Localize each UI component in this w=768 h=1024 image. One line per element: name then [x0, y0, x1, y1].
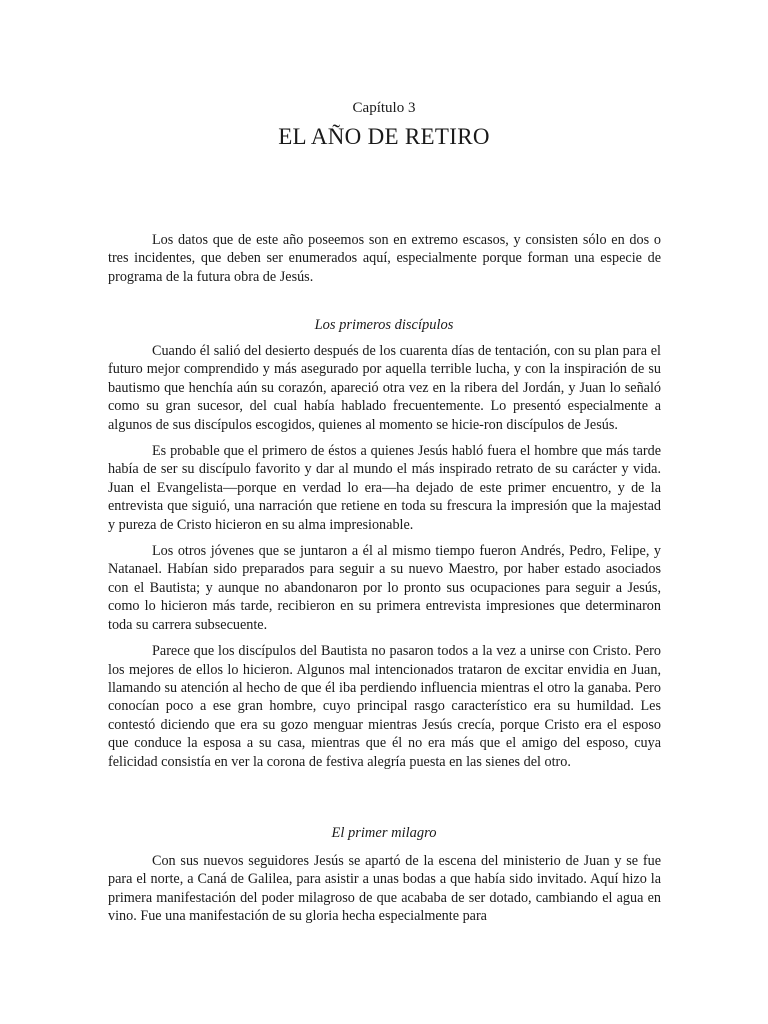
- paragraph: Los otros jóvenes que se juntaron a él al mismo tiempo fueron Andrés, Pedro, Felipe, y Natanael. Habían sido preparados para seguir a su nuevo Maestro, por haber estado asociados con el Bautista; y aunque no abandonaron por lo pronto sus ocupaciones para seguir a Jesús, como lo hicieron más tarde, recibieron en su primera entrevista impresiones que determinaron toda su carrera subsecuente.: [108, 543, 661, 633]
- paragraph: Los datos que de este año poseemos son en extremo escasos, y consisten sólo en dos o tres incidentes, que deben ser enumerados aquí, especialmente porque forman una especie de programa de la futura obra de Jesús.: [108, 232, 661, 285]
- intro-text: [108, 231, 661, 294]
- chapter-title: EL AÑO DE RETIRO: [278, 124, 490, 149]
- paragraph: Parece que los discípulos del Bautista no pasaron todos a la vez a unirse con Cristo. Pero los mejores de ellos lo hicieron. Algunos mal intencionados trataron de excitar envidia en Juan, llamando su atención al hecho de que él iba perdiendo influencia mientras el otro la ganaba. Pero conocían poco a ese gran hombre, cuyo principal rasgo característico era su humildad. Les contestó diciendo que era su gozo menguar mientras Jesús crecía, porque Cristo era el esposo que conduce la esposa a su casa, mientras que él no era más que el amigo del esposo, cuya felicidad consistía en ver la corona de festiva alegría puesta en las sienes del otro.: [108, 643, 661, 770]
- chapter-label: Capítulo 3: [352, 100, 416, 116]
- paragraph: Es probable que el primero de éstos a quienes Jesús habló fuera el hombre que más tarde había de ser su discípulo favorito y dar al mundo el más inspirado retrato de su carácter y vida. Juan el Evangelista—porque en verdad lo era—ha dejado de este primer encuentro, y de la entrevista que siguió, una narración que retiene en toda su frescura la impresión que la majestad y pureza de Cristo hicieron en su alma impresionable.: [108, 443, 661, 533]
- section-text-primer-milagro: [108, 852, 661, 934]
- section-heading-primer-milagro: El primer milagro: [331, 825, 437, 841]
- section-text-primeros-discipulos: [108, 342, 661, 779]
- section-heading-primeros-discipulos: Los primeros discípulos: [314, 317, 454, 333]
- paragraph: Con sus nuevos seguidores Jesús se apartó de la escena del ministerio de Juan y se fue para el norte, a Caná de Galilea, para asistir a unas bodas a que había sido invitado. Aquí hizo la primera manifestación del poder milagroso de que acababa de ser dotado, cambiando el agua en vino. Fue una manifestación de su gloria hecha especialmente para: [108, 853, 661, 925]
- paragraph: Cuando él salió del desierto después de los cuarenta días de tentación, con su plan para el futuro mejor comprendido y más asegurado por aquella terrible lucha, y con la inspiración de su bautismo que henchía aún su corazón, apareció otra vez en la ribera del Jordán, y Juan lo señaló como su gran sucesor, del cual había hablado frecuentemente. Lo presentó especialmente a algunos de sus discípulos escogidos, quienes al momento se hicie-ron discípulos de Jesús.: [108, 343, 661, 433]
